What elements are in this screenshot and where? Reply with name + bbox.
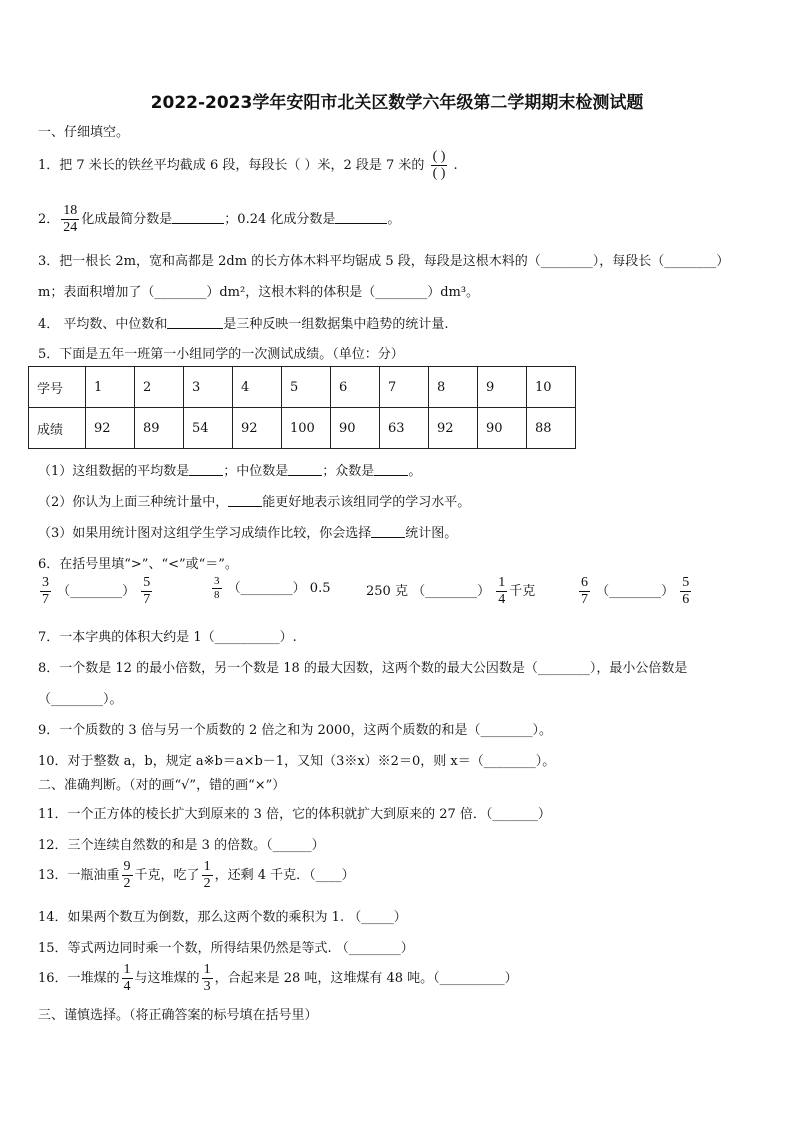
fraction-denominator: 8 xyxy=(214,589,220,601)
fraction xyxy=(680,576,691,607)
question-3-line-2: m；表面积增加了（________）dm²，这根木料的体积是（________）dm³。 xyxy=(38,285,480,300)
table-header-cell: 学号 xyxy=(29,367,86,408)
sub-text: ；众数是 xyxy=(322,464,375,479)
fraction-numerator: 1 xyxy=(498,575,506,590)
table-cell: 54 xyxy=(184,408,233,449)
comparison-value: 0.5 xyxy=(309,581,331,596)
table-cell: 63 xyxy=(380,408,429,449)
sub-text: （1）这组数据的平均数是 xyxy=(38,464,190,479)
question-1-end: . xyxy=(453,158,458,173)
question-16-text-a: 16．一堆煤的 xyxy=(38,971,120,986)
fraction-numerator: 18 xyxy=(63,203,78,218)
question-8-line-2: （________）。 xyxy=(38,692,123,707)
fraction-numerator: 6 xyxy=(581,575,588,590)
question-16-text-b: 与这堆煤的 xyxy=(134,971,200,986)
fraction-denominator: 7 xyxy=(581,592,588,607)
answer-blank[interactable] xyxy=(167,316,223,329)
comparison-1 xyxy=(38,576,154,607)
unit-label: 千克 xyxy=(509,584,536,599)
question-11: 11．一个正方体的棱长扩大到原来的 3 倍，它的体积就扩大到原来的 27 倍．（_______） xyxy=(38,807,551,822)
table-cell: 89 xyxy=(135,408,184,449)
fraction-denominator: 7 xyxy=(143,592,151,607)
question-13-text-b: 千克，吃了 xyxy=(134,868,200,883)
question-1-fraction xyxy=(431,150,448,181)
fraction-denominator: 4 xyxy=(498,592,506,607)
sub-text: （3）如果用统计图对这组学生学习成绩作比较，你会选择 xyxy=(38,526,372,541)
question-15: 15．等式两边同时乘一个数，所得结果仍然是等式. （________） xyxy=(38,941,414,956)
fraction xyxy=(40,576,51,607)
table-cell: 100 xyxy=(282,408,331,449)
fraction-numerator: 1 xyxy=(203,962,211,977)
fraction xyxy=(212,576,222,601)
fraction-numerator: 3 xyxy=(42,575,49,590)
fraction-denominator: 2 xyxy=(203,876,211,891)
fraction-numerator: 3 xyxy=(214,575,220,587)
fraction-numerator: 1 xyxy=(203,859,211,874)
question-2-fraction xyxy=(61,204,79,235)
table-cell: 10 xyxy=(527,367,576,408)
fraction xyxy=(202,860,213,891)
answer-blank[interactable]: （________） xyxy=(227,581,306,596)
question-16 xyxy=(38,963,518,994)
answer-blank[interactable] xyxy=(374,463,408,476)
fraction-numerator: 9 xyxy=(123,859,131,874)
table-cell: 3 xyxy=(184,367,233,408)
fraction-numerator: ( ) xyxy=(432,149,446,164)
score-table xyxy=(28,366,576,449)
question-14: 14．如果两个数互为倒数，那么这两个数的乘积为 1. （_____） xyxy=(38,910,407,925)
answer-blank[interactable]: （________） xyxy=(57,584,136,599)
question-4 xyxy=(38,313,449,332)
section-heading-2: 二、准确判断。（对的画“√”，错的画“×”） xyxy=(38,778,286,793)
table-cell: 2 xyxy=(135,367,184,408)
fraction xyxy=(496,576,507,607)
question-10: 10．对于整数 a，b，规定 a※b＝a×b－1，又知（3※x）※2＝0，则 x＝（________）。 xyxy=(38,754,556,769)
fraction-denominator: 6 xyxy=(682,592,690,607)
question-5-sub-3 xyxy=(38,522,457,541)
question-2 xyxy=(38,204,400,235)
answer-blank[interactable] xyxy=(172,211,224,224)
fraction xyxy=(141,576,152,607)
question-2-text-b: ；0.24 化成分数是 xyxy=(224,212,336,227)
sub-text: 能更好地表示该组同学的学习水平。 xyxy=(262,495,471,510)
fraction-denominator: 4 xyxy=(123,979,131,994)
question-5: 5．下面是五年一班第一小组同学的一次测试成绩。（单位：分） xyxy=(38,347,404,362)
table-cell: 5 xyxy=(282,367,331,408)
question-2-text-a: 化成最简分数是 xyxy=(81,212,173,227)
sub-text: 统计图。 xyxy=(405,526,458,541)
table-row xyxy=(29,367,576,408)
fraction xyxy=(579,576,590,607)
table-cell: 92 xyxy=(429,408,478,449)
question-6: 6．在括号里填“>”、“<”或“＝”。 xyxy=(38,557,238,572)
question-2-text-c: 。 xyxy=(387,212,401,227)
question-5-sub-2 xyxy=(38,491,470,510)
question-1-text: 1．把 7 米长的铁丝平均截成 6 段，每段长（ ）米，2 段是 7 米的 xyxy=(38,158,425,173)
question-13 xyxy=(38,860,355,891)
table-cell: 1 xyxy=(86,367,135,408)
fraction xyxy=(122,860,133,891)
fraction-denominator: 2 xyxy=(123,876,131,891)
question-4-text-b: 是三种反映一组数据集中趋势的统计量. xyxy=(223,317,449,332)
section-heading-3: 三、谨慎选择。（将正确答案的标号填在括号里） xyxy=(38,1008,318,1023)
comparison-value: 250 克 xyxy=(366,584,408,599)
table-cell: 7 xyxy=(380,367,429,408)
comparison-3 xyxy=(366,576,535,607)
table-header-cell: 成绩 xyxy=(29,408,86,449)
fraction-numerator: 5 xyxy=(143,575,151,590)
table-row xyxy=(29,408,576,449)
fraction-numerator: 1 xyxy=(123,962,131,977)
question-7: 7．一本字典的体积大约是 1（__________）. xyxy=(38,630,297,645)
answer-blank[interactable] xyxy=(371,525,405,538)
fraction xyxy=(202,963,213,994)
question-2-number: 2． xyxy=(38,212,60,227)
sub-text: （2）你认为上面三种统计量中， xyxy=(38,495,229,510)
table-cell: 90 xyxy=(331,408,380,449)
table-cell: 92 xyxy=(233,408,282,449)
question-3-line-1: 3．把一根长 2m，宽和高都是 2dm 的长方体木料平均锯成 5 段，每段是这根木料的（________），每段长（________） xyxy=(38,254,730,269)
sub-text: ；中位数是 xyxy=(223,464,289,479)
question-12: 12．三个连续自然数的和是 3 的倍数。（______） xyxy=(38,838,325,853)
answer-blank[interactable] xyxy=(228,494,262,507)
table-cell: 90 xyxy=(478,408,527,449)
table-cell: 6 xyxy=(331,367,380,408)
table-cell: 9 xyxy=(478,367,527,408)
fraction-denominator: 24 xyxy=(63,220,78,235)
question-13-text-c: ，还剩 4 千克．（____） xyxy=(214,868,355,883)
fraction-denominator: 7 xyxy=(42,592,49,607)
question-13-text-a: 13．一瓶油重 xyxy=(38,868,120,883)
fraction xyxy=(122,963,133,994)
table-cell: 92 xyxy=(86,408,135,449)
table-cell: 88 xyxy=(527,408,576,449)
fraction-denominator: ( ) xyxy=(432,166,446,181)
question-8-line-1: 8．一个数是 12 的最小倍数，另一个数是 18 的最大因数，这两个数的最大公因数是（________），最小公倍数是 xyxy=(38,661,688,676)
question-5-sub-1 xyxy=(38,460,421,479)
sub-text: 。 xyxy=(408,464,422,479)
answer-blank[interactable] xyxy=(335,211,387,224)
question-16-text-c: ，合起来是 28 吨，这堆煤有 48 吨。（__________） xyxy=(214,971,518,986)
answer-blank[interactable]: （________） xyxy=(412,584,491,599)
answer-blank[interactable]: （________） xyxy=(596,584,675,599)
answer-blank[interactable] xyxy=(288,463,322,476)
table-cell: 8 xyxy=(429,367,478,408)
comparison-2 xyxy=(210,576,330,601)
comparison-4 xyxy=(577,576,693,607)
section-heading-1: 一、仔细填空。 xyxy=(38,125,130,140)
question-4-text-a: 4． 平均数、中位数和 xyxy=(38,317,168,332)
answer-blank[interactable] xyxy=(189,463,223,476)
fraction-denominator: 3 xyxy=(203,979,211,994)
table-cell: 4 xyxy=(233,367,282,408)
page-title: 2022-2023学年安阳市北关区数学六年级第二学期期末检测试题 xyxy=(150,93,644,113)
question-1 xyxy=(38,150,458,181)
fraction-numerator: 5 xyxy=(682,575,690,590)
question-9: 9．一个质数的 3 倍与另一个质数的 2 倍之和为 2000，这两个质数的和是（________）。 xyxy=(38,723,553,738)
